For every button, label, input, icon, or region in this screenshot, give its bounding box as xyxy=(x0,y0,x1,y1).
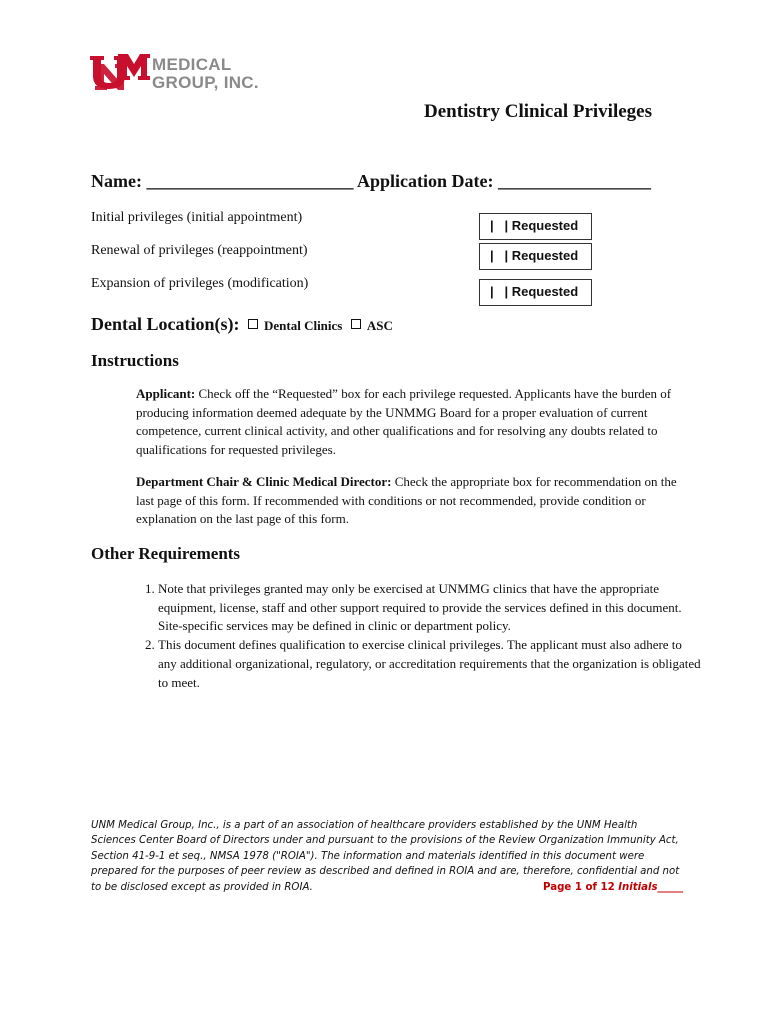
applicant-text: Check off the “Requested” box for each privilege requested. Applicants have the burden of producing information deemed adequate by the UNMMG Board for a proper evaluation of current competence, current clinical activity, and other qualifications and for resolving any doubts related to qualifications for requested privileges. xyxy=(136,386,672,458)
page-title: Dentistry Clinical Privileges xyxy=(424,101,652,122)
privilege-expansion-label: Expansion of privileges (modification) xyxy=(91,276,309,291)
chair-label: Department Chair & Clinic Medical Director: xyxy=(136,474,392,489)
asc-checkbox[interactable] xyxy=(351,319,361,329)
applicant-label: Applicant: xyxy=(136,386,196,401)
page-info xyxy=(543,880,683,895)
logo-line-1: MEDICAL xyxy=(152,55,232,74)
privilege-initial-label: Initial privileges (initial appointment) xyxy=(91,210,303,225)
requirement-item-1: 1. Note that privileges granted may only be exercised at UNMMG clinics that have the appropriate equipment, license, staff and other support required to provide the services defined in this document. Site-specific services may be defined in clinic or department policy. xyxy=(158,580,703,636)
logo-line-2: GROUP, INC. xyxy=(152,73,259,92)
requirements-list xyxy=(136,580,703,692)
requirement-item-2: 2. This document defines qualification to exercise clinical privileges. The applicant must also adhere to any additional organizational, regulatory, or accreditation requirements that the organization is obligated to meet. xyxy=(158,636,703,692)
requested-box-expansion[interactable]: | | Requested xyxy=(479,279,592,306)
name-date-line: Name: _______________________ Application Date: _________________ xyxy=(91,171,651,191)
applicant-instructions xyxy=(136,385,681,460)
privilege-renewal-label: Renewal of privileges (reappointment) xyxy=(91,243,308,258)
other-requirements-heading: Other Requirements xyxy=(91,544,241,563)
asc-label: ASC xyxy=(366,318,393,333)
dental-location xyxy=(91,314,393,335)
page-number: Page 1 of 12 xyxy=(543,881,615,893)
requested-box-renewal[interactable]: | | Requested xyxy=(479,243,592,270)
instructions-heading: Instructions xyxy=(91,351,179,370)
chair-text: Check the appropriate box for recommendation on the last page of this form. If recommended with conditions or not recommended, provide condition or explanation on the last page of this form. xyxy=(136,474,677,527)
dental-clinics-checkbox[interactable] xyxy=(248,319,258,329)
footer-legal-text: UNM Medical Group, Inc., is a part of an association of healthcare providers established by the UNM Health Sciences Center Board of Directors under and pursuant to the provisions of the Review Organization Immunity Act, Section 41-9-1 et seq., NMSA 1978 ("ROIA"). The information and materials identified in this document were prepared for the purposes of peer review as described and defined in ROIA and are, therefore, confidential and not to be disclosed except as provided in ROIA. xyxy=(91,820,680,893)
footer xyxy=(91,818,683,895)
chair-instructions xyxy=(136,473,681,529)
requested-box-initial[interactable]: | | Requested xyxy=(479,213,592,240)
initials-field[interactable]: Initials_____ xyxy=(618,881,683,893)
logo-text xyxy=(152,56,259,92)
dental-location-label: Dental Location(s): xyxy=(91,314,240,334)
dental-clinics-label: Dental Clinics xyxy=(263,318,343,333)
unm-logo-mark xyxy=(88,52,150,98)
